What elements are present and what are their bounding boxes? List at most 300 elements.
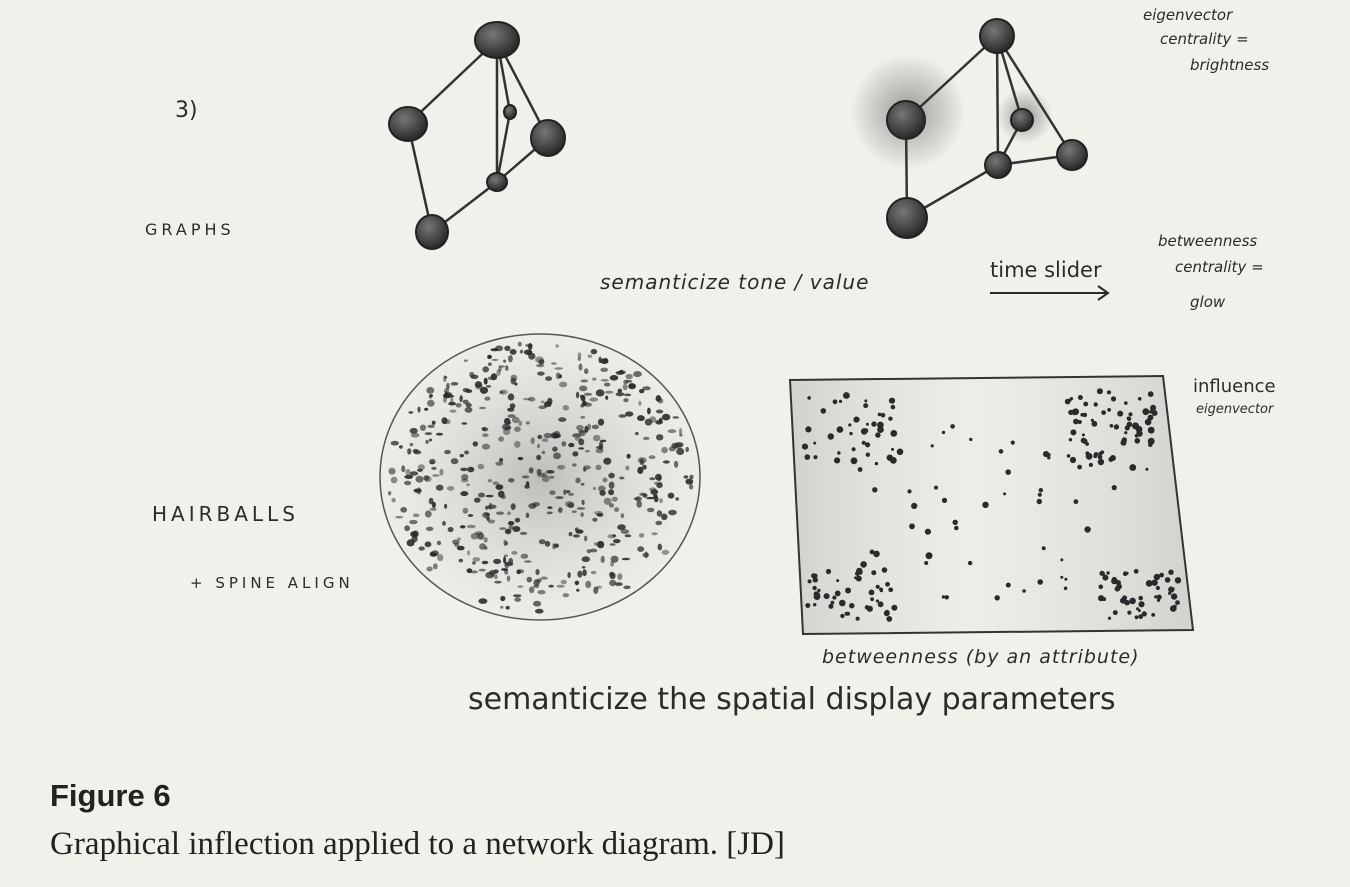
hairball-stroke xyxy=(505,529,512,535)
scatter-point xyxy=(934,486,938,490)
hairball-stroke xyxy=(464,360,468,362)
scatter-point xyxy=(1175,577,1181,583)
scatter-point xyxy=(872,487,877,492)
hairball-stroke xyxy=(583,467,586,471)
spine-align-label: + SPINE ALIGN xyxy=(190,574,354,592)
hairball-stroke xyxy=(633,371,642,377)
hairball-stroke xyxy=(629,383,633,388)
scatter-point xyxy=(881,413,886,418)
scatter-point xyxy=(1110,424,1114,428)
hairball-stroke xyxy=(407,448,411,454)
scatter-point xyxy=(837,451,840,454)
hairball-stroke xyxy=(651,532,657,535)
hairball-stroke xyxy=(527,577,533,583)
hairball-stroke xyxy=(537,444,540,448)
scatter-point xyxy=(926,552,933,559)
hairball-stroke xyxy=(610,543,616,545)
hairball-stroke xyxy=(463,508,469,514)
time-slider-label: time slider xyxy=(990,258,1102,282)
hairball-stroke xyxy=(442,521,446,526)
hairball-stroke xyxy=(404,475,413,479)
hairball-stroke xyxy=(409,520,417,524)
graph-sketch-left xyxy=(408,40,548,232)
hairball-stroke xyxy=(558,417,566,422)
hairball-stroke xyxy=(591,349,598,354)
hairball-stroke xyxy=(488,520,495,524)
hairball-stroke xyxy=(522,475,530,478)
hairball-stroke xyxy=(460,491,468,496)
scatter-point xyxy=(1037,579,1043,585)
hairball-stroke xyxy=(482,512,490,518)
hairball-stroke xyxy=(615,582,623,586)
graph-sketch-right xyxy=(850,19,1087,238)
hairball-stroke xyxy=(526,421,530,424)
hairball-stroke xyxy=(649,487,656,491)
betweenness-note-line-3: glow xyxy=(1190,293,1226,311)
scatter-point xyxy=(1064,587,1068,591)
hairball-stroke xyxy=(640,459,645,466)
scatter-point xyxy=(1070,457,1076,463)
scatter-point xyxy=(925,529,931,535)
scatter-point xyxy=(849,603,854,608)
hairball-stroke xyxy=(399,445,403,449)
scatter-point xyxy=(954,526,959,531)
hairball-stroke xyxy=(542,438,549,442)
scatter-point xyxy=(829,604,834,609)
hairball-stroke xyxy=(672,416,679,419)
hairball-stroke xyxy=(484,537,488,543)
hairball-stroke xyxy=(410,428,418,434)
scatter-point xyxy=(1127,611,1131,615)
scatter-point xyxy=(880,589,883,592)
scatter-point xyxy=(1113,610,1118,615)
hairball-stroke xyxy=(559,382,567,388)
scatter-point xyxy=(1154,574,1160,580)
scatter-point xyxy=(942,498,947,503)
hairball-stroke xyxy=(450,410,457,413)
hairball-stroke xyxy=(486,385,491,388)
hairball-stroke xyxy=(520,350,523,354)
scatter-point xyxy=(1082,439,1087,444)
hairball-stroke xyxy=(526,513,530,519)
hairball-stroke xyxy=(572,510,577,513)
hairball-stroke xyxy=(508,521,514,525)
hairball-stroke xyxy=(404,481,411,486)
scatter-point xyxy=(811,573,816,578)
hairball-stroke xyxy=(585,450,590,452)
scatter-point xyxy=(1006,583,1011,588)
hairball-stroke xyxy=(425,510,432,517)
scatter-point xyxy=(1117,411,1123,417)
scatter-point xyxy=(1091,419,1094,422)
hairball-stroke xyxy=(544,433,553,438)
hairball-stroke xyxy=(643,437,650,440)
scatter-point xyxy=(995,595,1000,600)
scatter-point xyxy=(1047,456,1050,459)
scatter-point xyxy=(1151,580,1157,586)
scatter-point xyxy=(854,576,857,579)
hairball-stroke xyxy=(547,512,553,515)
hairball-stroke xyxy=(509,525,514,529)
scatter-point xyxy=(864,399,867,402)
hairball-stroke xyxy=(437,541,441,545)
scatter-point xyxy=(837,426,844,433)
hairball-stroke xyxy=(656,434,663,440)
hairball-stroke xyxy=(604,383,611,387)
hairball-stroke xyxy=(491,348,499,351)
hairball-stroke xyxy=(575,437,582,441)
hairball-stroke xyxy=(467,550,470,555)
hairball-stroke xyxy=(537,469,542,475)
hairball-stroke xyxy=(420,425,426,431)
hairball-stroke xyxy=(430,553,437,557)
scatter-point xyxy=(863,403,868,408)
scatter-point xyxy=(873,551,880,558)
hairball-stroke xyxy=(685,479,693,485)
hairball-stroke xyxy=(496,484,504,490)
scatter-point xyxy=(853,417,859,423)
scatter-point xyxy=(805,454,811,460)
hairball-stroke xyxy=(675,497,679,501)
hairball-stroke xyxy=(472,561,476,564)
scatter-point xyxy=(858,570,863,575)
hairball-stroke xyxy=(488,505,497,509)
scatter-point xyxy=(1134,569,1139,574)
hairball-stroke xyxy=(576,425,584,431)
hairball-stroke xyxy=(505,562,514,566)
hairball-stroke xyxy=(554,431,561,438)
hairball-stroke xyxy=(413,449,419,453)
hairball-stroke xyxy=(637,415,645,421)
hairball-stroke xyxy=(439,469,443,476)
hairball-stroke xyxy=(592,425,599,430)
scatter-point xyxy=(843,392,850,399)
hairball-stroke xyxy=(580,416,585,419)
hairball-stroke xyxy=(542,451,546,454)
scatter-point xyxy=(969,438,972,441)
hairball-stroke xyxy=(417,469,423,472)
hairball-stroke xyxy=(625,534,632,537)
scatter-point xyxy=(878,601,884,607)
scatter-point xyxy=(849,432,852,435)
hairball-stroke xyxy=(597,541,604,548)
hairball-stroke xyxy=(482,561,489,565)
hairball-stroke xyxy=(610,572,616,579)
hairball-stroke xyxy=(478,464,485,470)
hairball-stroke xyxy=(541,401,545,404)
hairball-stroke xyxy=(627,454,631,459)
hairball-stroke xyxy=(561,580,567,585)
scatter-point xyxy=(1038,493,1042,497)
scatter-point xyxy=(867,606,873,612)
hairball-stroke xyxy=(448,527,454,532)
scatter-point xyxy=(1138,596,1143,601)
hairball-stroke xyxy=(498,436,504,441)
hairball-stroke xyxy=(674,461,678,468)
hairball-stroke xyxy=(635,432,639,435)
hairball-stroke xyxy=(679,428,682,435)
hairball-stroke xyxy=(577,507,586,510)
scatter-point xyxy=(1111,578,1118,585)
hairball-stroke xyxy=(600,368,608,372)
hairball-stroke xyxy=(496,369,500,376)
hairball-stroke xyxy=(612,497,618,502)
hairball-stroke xyxy=(442,417,448,424)
hairball-stroke xyxy=(400,507,407,513)
hairball-stroke xyxy=(523,398,531,400)
eigenvector-note-line-2: centrality = xyxy=(1160,30,1249,48)
hairball-stroke xyxy=(469,372,474,377)
hairball-stroke xyxy=(430,461,435,464)
hairball-stroke xyxy=(663,460,670,463)
scatter-point xyxy=(877,422,884,429)
scatter-point xyxy=(1099,585,1104,590)
hairball-stroke xyxy=(618,389,623,393)
scatter-point xyxy=(813,455,817,459)
hairball-stroke xyxy=(512,417,520,423)
scatter-point xyxy=(1148,427,1155,434)
hairball-stroke xyxy=(533,601,541,607)
hairball-stroke xyxy=(625,466,629,471)
scatter-point xyxy=(1011,441,1015,445)
hairball-stroke xyxy=(577,571,582,578)
hairball-stroke xyxy=(649,455,656,459)
hairball-stroke xyxy=(668,510,677,516)
hairball-stroke xyxy=(433,563,438,569)
hairball-stroke xyxy=(501,568,508,571)
hairball-stroke xyxy=(576,589,579,592)
hairball-stroke xyxy=(674,442,682,449)
hairball-stroke xyxy=(623,384,628,390)
hairball-stroke xyxy=(410,443,414,446)
hairball-stroke xyxy=(581,483,585,486)
hairball-stroke xyxy=(599,357,602,363)
scatter-point xyxy=(1089,463,1093,467)
hairball-stroke xyxy=(594,511,603,515)
scatter-point xyxy=(924,561,928,565)
hairball-stroke xyxy=(585,581,591,588)
scatter-point xyxy=(1172,588,1175,591)
scatter-point xyxy=(911,503,917,509)
hairball-stroke xyxy=(429,394,433,397)
hairball-stroke xyxy=(486,495,494,498)
hairball-stroke xyxy=(655,420,663,425)
scatter-point xyxy=(860,561,867,568)
scatter-point xyxy=(1108,457,1113,462)
hairball-stroke xyxy=(463,388,470,392)
scatter-point xyxy=(817,589,820,592)
scatter-point xyxy=(1072,409,1078,415)
hairball-stroke xyxy=(610,561,614,567)
scatter-point xyxy=(942,595,945,598)
scatter-point xyxy=(1122,595,1127,600)
hairball-stroke xyxy=(464,450,469,454)
hairball-stroke xyxy=(676,448,684,455)
influence-note-line-2: eigenvector xyxy=(1196,402,1274,417)
scatter-point xyxy=(1077,465,1082,470)
hairball-stroke xyxy=(558,507,563,513)
hairball-stroke xyxy=(466,483,469,486)
influence-note-line-1: influence xyxy=(1193,376,1276,397)
scatter-point xyxy=(807,396,811,400)
scatter-point xyxy=(1097,388,1103,394)
hairball-stroke xyxy=(425,432,432,435)
scatter-point xyxy=(1083,402,1088,407)
hairball-stroke xyxy=(528,343,532,350)
scatter-point xyxy=(1128,412,1132,416)
hairball-stroke xyxy=(488,479,492,482)
scatter-point xyxy=(890,430,897,437)
hairball-stroke xyxy=(658,398,664,403)
hairball-stroke xyxy=(524,560,532,563)
scatter-point xyxy=(1111,396,1116,401)
hairball-stroke xyxy=(404,525,410,531)
hairball-stroke xyxy=(642,465,647,470)
scatter-point xyxy=(1114,424,1119,429)
hairball-stroke xyxy=(575,581,579,586)
hairball-stroke xyxy=(596,586,602,589)
hairball-stroke xyxy=(535,609,544,614)
hairball-stroke xyxy=(619,477,625,480)
hairball-stroke xyxy=(647,408,651,415)
scatter-point xyxy=(1135,438,1141,444)
hairball-stroke xyxy=(584,402,588,405)
hairball-stroke xyxy=(529,467,534,473)
hairball-sketch xyxy=(380,334,700,620)
hairball-stroke xyxy=(582,566,586,569)
hairball-stroke xyxy=(419,546,425,550)
hairball-stroke xyxy=(510,403,516,409)
scatter-point xyxy=(897,449,904,456)
hairball-stroke xyxy=(642,386,651,390)
hairball-stroke xyxy=(498,491,505,498)
hairball-stroke xyxy=(541,577,548,580)
hairball-stroke xyxy=(633,498,640,500)
scatter-point xyxy=(950,424,955,429)
hairball-stroke xyxy=(625,411,633,416)
scatter-point xyxy=(851,457,858,464)
hairball-stroke xyxy=(493,569,498,573)
hairball-stroke xyxy=(646,497,655,499)
hairball-stroke xyxy=(506,606,510,610)
scatter-point xyxy=(888,417,892,421)
scatter-point xyxy=(1022,589,1026,593)
hairball-stroke xyxy=(545,541,550,547)
hairball-stroke xyxy=(426,527,434,531)
hairball-stroke xyxy=(507,512,511,516)
hairball-stroke xyxy=(592,378,596,381)
hairball-stroke xyxy=(405,469,410,475)
hairball-stroke xyxy=(649,477,655,480)
hairball-stroke xyxy=(447,395,454,398)
scatter-point xyxy=(833,399,838,404)
hairball-stroke xyxy=(475,383,483,389)
hairball-stroke xyxy=(638,401,641,406)
scatter-point xyxy=(982,502,988,508)
scatter-point xyxy=(1093,454,1097,458)
scatter-point xyxy=(1070,429,1076,435)
hairball-stroke xyxy=(493,481,499,485)
scatter-point xyxy=(870,597,874,601)
scatter-point xyxy=(875,432,880,437)
eigenvector-note-line-1: eigenvector xyxy=(1143,6,1233,24)
scatter-point xyxy=(1132,422,1139,429)
hairball-stroke xyxy=(511,375,518,382)
scatter-point xyxy=(1067,454,1071,458)
time-slider-arrow xyxy=(990,286,1108,300)
hairball-stroke xyxy=(607,534,616,538)
hairball-stroke xyxy=(478,493,485,498)
scatter-point xyxy=(845,588,851,594)
hairball-stroke xyxy=(504,346,510,351)
scatter-point xyxy=(846,612,850,616)
scatter-point xyxy=(1099,571,1104,576)
hairball-stroke xyxy=(572,451,578,456)
hairball-stroke xyxy=(495,462,503,466)
scatter-point xyxy=(1082,433,1085,436)
hairball-stroke xyxy=(658,544,663,551)
hairball-stroke xyxy=(580,512,583,517)
scatter-point xyxy=(1108,617,1111,620)
hairball-stroke xyxy=(482,444,490,450)
hairball-stroke xyxy=(655,521,662,526)
hairball-stroke xyxy=(659,498,662,503)
hairball-stroke xyxy=(556,372,561,379)
betweenness-attribute-note: betweenness (by an attribute) xyxy=(822,646,1140,668)
hairball-stroke xyxy=(552,447,558,452)
scatter-point xyxy=(869,590,875,596)
hairball-stroke xyxy=(623,398,628,402)
hairball-stroke xyxy=(625,380,632,383)
scatter-point xyxy=(1175,600,1180,605)
hairball-stroke xyxy=(576,529,584,533)
hairball-stroke xyxy=(613,539,621,543)
hairball-stroke xyxy=(557,465,565,470)
scatter-point xyxy=(816,592,820,596)
scatter-point xyxy=(1098,452,1102,456)
spatial-display-note: semanticize the spatial display parameters xyxy=(468,682,1116,717)
scatter-point xyxy=(999,449,1004,454)
hairball-stroke xyxy=(642,553,649,558)
hairball-stroke xyxy=(544,401,552,407)
hairball-stroke xyxy=(591,571,597,574)
scatter-point xyxy=(1124,431,1127,434)
scatter-point xyxy=(805,426,811,432)
scatter-point xyxy=(1148,391,1154,397)
scatter-point xyxy=(1121,440,1127,446)
scatter-point xyxy=(882,567,888,573)
scatter-point xyxy=(1165,577,1171,583)
hairball-stroke xyxy=(514,597,521,602)
hairball-stroke xyxy=(436,433,443,436)
scatter-point xyxy=(1124,401,1128,405)
hairball-stroke xyxy=(593,435,601,442)
scatter-point xyxy=(802,444,808,450)
hairball-stroke xyxy=(504,540,507,546)
hairball-stroke xyxy=(582,569,586,576)
hairball-stroke xyxy=(601,556,605,563)
scatter-point xyxy=(1129,598,1136,605)
hairball-stroke xyxy=(479,543,486,550)
scatter-point xyxy=(1074,499,1079,504)
hairball-stroke xyxy=(604,358,608,364)
hairball-stroke xyxy=(463,400,469,405)
hairball-stroke xyxy=(685,447,689,452)
hairball-stroke xyxy=(568,503,575,508)
scatter-point xyxy=(909,523,915,529)
hairball-stroke xyxy=(423,475,429,481)
hairball-stroke xyxy=(447,486,454,491)
